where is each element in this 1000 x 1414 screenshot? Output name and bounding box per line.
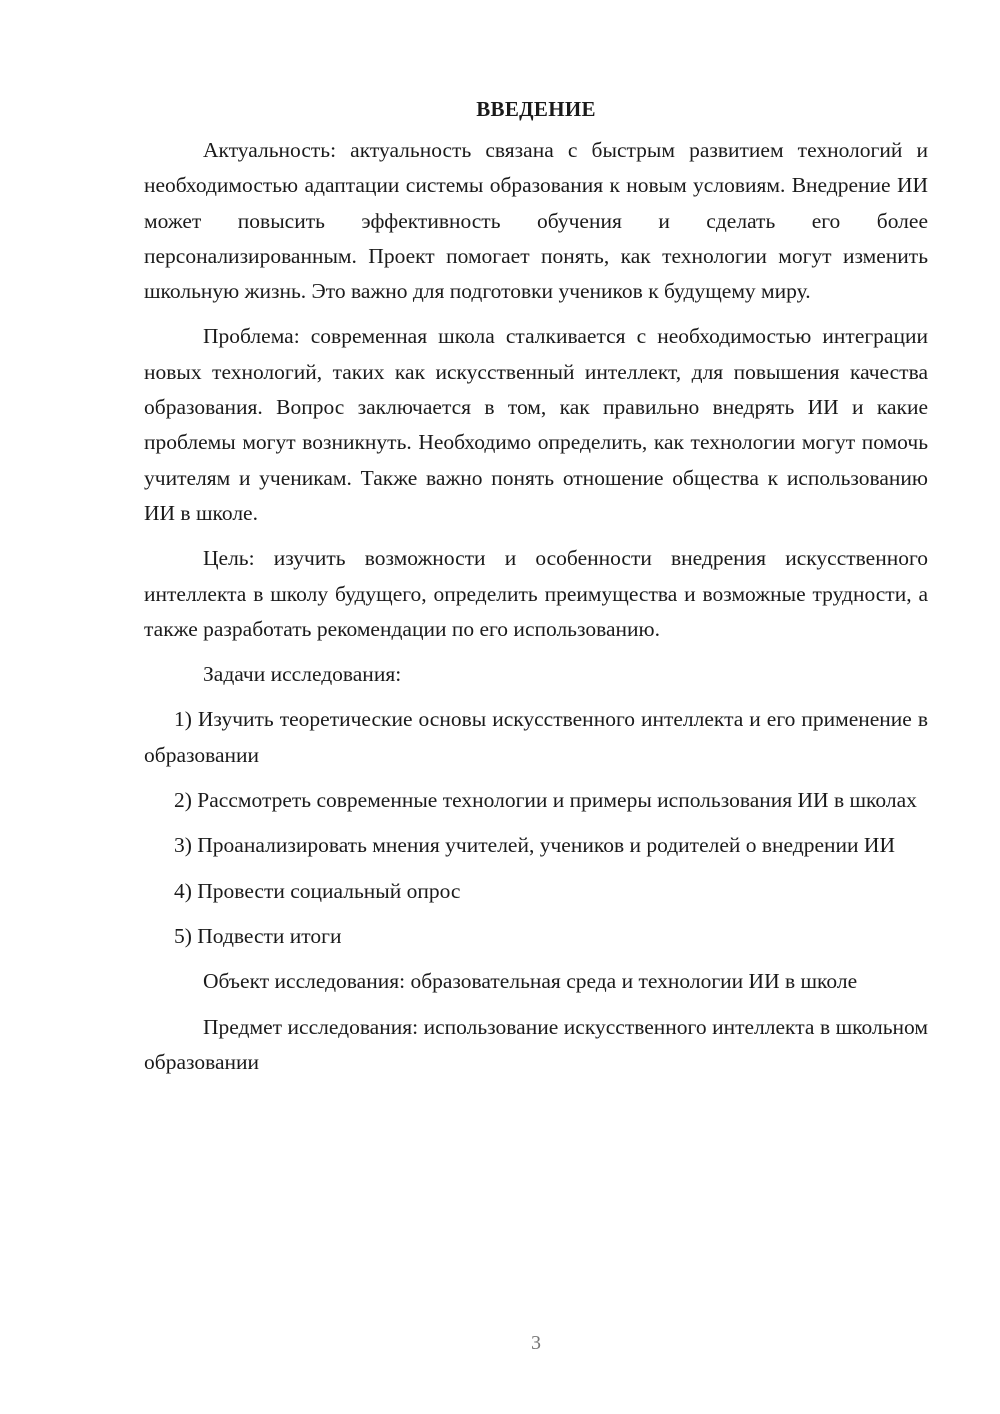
object-paragraph: Объект исследования: образовательная среда и технологии ИИ в школе xyxy=(203,969,858,994)
tasks-heading: Задачи исследования: xyxy=(203,662,402,687)
document-page xyxy=(144,92,928,1090)
task-item-3: 3) Проанализировать мнения учителей, учеников и родителей о внедрении ИИ xyxy=(174,833,895,858)
page-number: 3 xyxy=(531,1332,541,1354)
goal-paragraph: Цель: изучить возможности и особенности внедрения искусственного интеллекта в школу будущего, определить преимущества и возможные трудности, а также разработать рекомендации по его использованию. xyxy=(144,546,928,641)
task-item-5: 5) Подвести итоги xyxy=(174,923,342,948)
subject-paragraph: Предмет исследования: использование искусственного интеллекта в школьном образовании xyxy=(144,1014,928,1074)
relevance-paragraph: Актуальность: актуальность связана с быстрым развитием технологий и необходимостью адаптации системы образования к новым условиям. Внедрение ИИ может повысить эффективность обучения и сделать его более персонализированным. Проект помогает понять, как технологии могут изменить школьную жизнь. Это важно для подготовки учеников к будущему миру. xyxy=(144,138,928,304)
problem-paragraph: Проблема: современная школа сталкивается с необходимостью интеграции новых технологий, таких как искусственный интеллект, для повышения качества образования. Вопрос заключается в том, как правильно внедрять ИИ и какие проблемы могут возникнуть. Необходимо определить, как технологии могут помочь учителям и ученикам. Также важно понять отношение общества к использованию ИИ в школе. xyxy=(144,324,928,525)
task-item-2: 2) Рассмотреть современные технологии и примеры использования ИИ в школах xyxy=(174,788,917,813)
task-item-1: 1) Изучить теоретические основы искусственного интеллекта и его применение в образовании xyxy=(144,707,928,767)
task-item-4: 4) Провести социальный опрос xyxy=(174,878,461,903)
page-title: ВВЕДЕНИЕ xyxy=(476,97,596,121)
